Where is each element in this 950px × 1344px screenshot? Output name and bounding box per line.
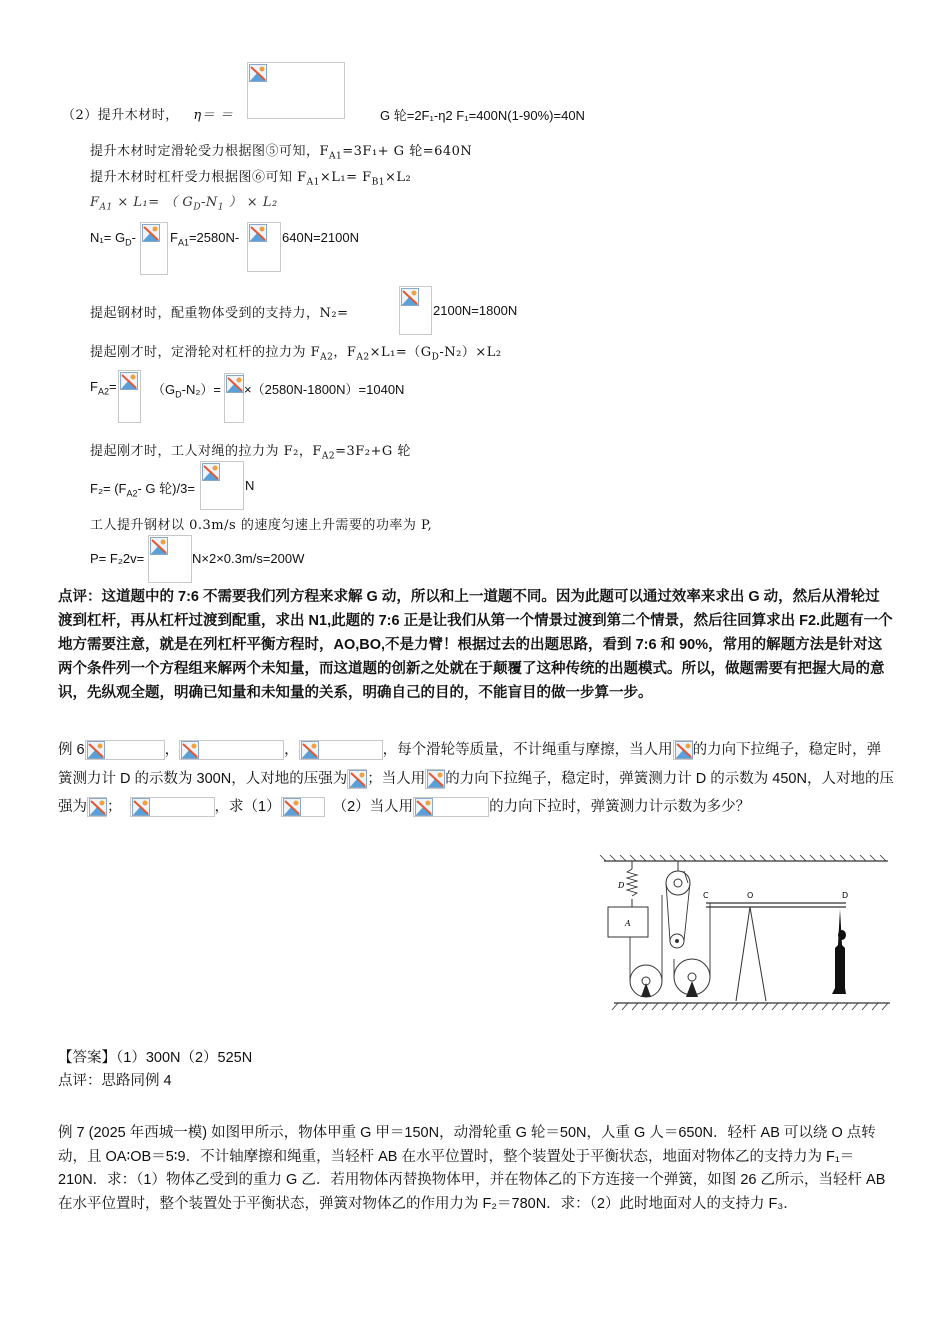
example-6 xyxy=(58,736,894,822)
answer-comment: 点评：思路同例 4 xyxy=(58,1073,172,1089)
text: ； xyxy=(107,799,122,815)
g-wheel-formula: G 轮=2F₁-η2 F₁=400N(1-90%)=40N xyxy=(380,108,585,123)
text: × L₁= （ G xyxy=(112,195,194,210)
sub: A1 xyxy=(329,151,343,162)
sub: A1 xyxy=(177,237,189,248)
label-O: O xyxy=(747,891,754,900)
text: = xyxy=(108,379,117,394)
formula-image xyxy=(130,797,215,817)
text: ，F xyxy=(333,345,357,360)
text: ×L₁= F xyxy=(319,170,372,185)
sub: D xyxy=(125,237,132,248)
text: F₂= (F xyxy=(90,481,127,496)
text: N₁= G xyxy=(90,230,126,245)
text: ， xyxy=(164,742,180,758)
text: 提起刚才时，工人对绳的拉力为 F₂，F xyxy=(90,444,322,459)
text: ，每个滑轮等质量，不计绳重与摩擦，当人用 xyxy=(382,742,673,758)
solution-line-10 xyxy=(90,478,195,499)
eta-text: η＝ ＝ xyxy=(193,108,234,123)
sub: A2 xyxy=(126,488,138,499)
formula-image xyxy=(179,740,284,760)
solution-line-8b xyxy=(152,379,221,400)
text: 提起刚才时，定滑轮对杠杆的拉力为 F xyxy=(90,345,321,360)
solution-line-8 xyxy=(90,379,117,397)
solution-line-8c: ×（2580N-1800N）=1040N xyxy=(244,382,405,397)
formula-image xyxy=(281,797,325,817)
sub: B1 xyxy=(371,177,386,188)
label-C: C xyxy=(703,891,709,900)
label-D2: D xyxy=(842,891,849,900)
label-A: A xyxy=(625,919,631,928)
answer: 【答案】（1）300N（2）525N xyxy=(58,1050,253,1066)
text: （2）当人用 xyxy=(332,799,414,815)
solution-line-10b: N xyxy=(245,478,255,493)
text: =3F₁+ G 轮=640N xyxy=(342,144,473,159)
solution-line-5b xyxy=(170,230,239,248)
text: -N xyxy=(201,195,218,210)
text: ×L₂ xyxy=(385,170,412,185)
formula-image xyxy=(200,461,244,510)
text: -N₂）×L₂ xyxy=(439,345,502,360)
solution-line-2 xyxy=(90,140,472,162)
formula-image xyxy=(118,370,141,423)
solution-line-9 xyxy=(90,440,411,462)
formula-image xyxy=(347,769,367,789)
text: F xyxy=(90,379,98,394)
comment-paragraph: 点评：这道题中的 7:6 不需要我们列方程来求解 G 动，所以和上一道题不同。因为此题可以通过效率来求出 G 动，然后从滑轮过渡到杠杆，再从杠杆过渡到配重，求出 N1,此题的 7:6 正是让我们从第一个情景过渡到第二个情景，然后往回算求出 F2.此题有一个地方需要注意，就是在列杠杆平衡方程时，AO,BO,不是力臂！根据过去的出题思路，看到 7:6 和 90%，常用的解题方法是针对这两个条件列一个方程组来解两个未知量，而这道题的创新之处就在于颠覆了这种传统的出题模式。所以，做题需要有把握大局的意识，先纵观全题，明确已知量和未知量的关系，明确自己的目的，不能盲目的做一步算一步。 xyxy=(58,589,893,701)
solution-line-7 xyxy=(90,341,502,363)
sub: A2 xyxy=(97,386,109,397)
text: F xyxy=(170,230,178,245)
text: 的力向下拉绳子，稳定时，弹簧测力计 D 的示数为 450N，人对地的压强为 xyxy=(58,770,894,815)
example-7: 例 7 (2025 年西城一模) 如图甲所示，物体甲重 G 甲＝150N，动滑轮重 G 轮＝50N，人重 G 人＝650N．轻杆 AB 可以绕 O 点转动，且 OA∶OB＝5∶9．不计轴摩擦和绳重，当轻杆 AB 在水平位置时，整个装置处于平衡状态，地面对物体乙的支持力为 F₁＝210N．求：（1）物体乙受到的重力 G 乙．若用物体丙替换物体甲，并在物体乙的下方连接一个弹簧，如图 26 乙所示，当轻杆 AB 在水平位置时，整个装置处于平衡状态，弹簧对物体乙的作用力为 F₂＝780N．求：（2）此时地面对人的支持力 F₃． xyxy=(58,1125,886,1212)
text: 提升木材时定滑轮受力根据图⑤可知，F xyxy=(90,144,330,159)
text: ×L₁=（G xyxy=(369,345,432,360)
text: =2580N- xyxy=(188,230,240,245)
solution-line-1 xyxy=(62,104,233,123)
formula-image xyxy=(140,222,168,275)
text: F xyxy=(90,195,100,210)
text: ；当人用 xyxy=(367,770,426,787)
text: ，求（1） xyxy=(214,799,281,815)
sub: 1 xyxy=(217,202,225,213)
solution-line-6: 提起钢材时，配重物体受到的支持力，N₂= xyxy=(90,306,349,321)
text: ， xyxy=(284,742,299,758)
label-D: D xyxy=(618,881,625,890)
sub: A1 xyxy=(99,202,113,213)
formula-image xyxy=(247,62,345,119)
text: 提升木材时杠杆受力根据图⑥可知 F xyxy=(90,170,307,185)
formula-image xyxy=(87,797,107,817)
sub: A2 xyxy=(321,451,336,462)
sub: A1 xyxy=(306,177,320,188)
formula-image xyxy=(673,740,693,760)
sub: A2 xyxy=(356,352,370,363)
solution-line-11: 工人提升钢材以 0.3m/s 的速度匀速上升需要的功率为 P, xyxy=(90,518,433,533)
formula-image xyxy=(399,286,432,335)
text: 的力向下拉绳子，稳定时，弹簧测力计 D 的示数为 300N，人对地的压强为 xyxy=(58,742,882,787)
solution-line-12: P= F₂2v= xyxy=(90,551,145,566)
formula-image xyxy=(247,222,281,272)
formula-image xyxy=(224,373,244,423)
solution-line-12b: N×2×0.3m/s=200W xyxy=(192,551,305,566)
pulley-lever-figure xyxy=(598,855,894,1015)
text: ） × L₂ xyxy=(224,195,278,210)
text: 的力向下拉时，弹簧测力计示数为多少？ xyxy=(489,799,751,815)
formula-image xyxy=(299,740,383,760)
formula-image xyxy=(148,535,192,583)
solution-line-3 xyxy=(90,166,411,188)
text: （2）提升木材时， xyxy=(62,108,179,123)
text: - xyxy=(131,230,136,245)
solution-line-4 xyxy=(90,191,278,213)
example-label: 例 6 xyxy=(58,742,85,758)
sub: D xyxy=(431,352,440,363)
text: -N₂）= xyxy=(181,382,221,397)
text: =3F₂+G 轮 xyxy=(335,444,411,459)
formula-image xyxy=(425,769,445,789)
sub: A2 xyxy=(320,352,334,363)
solution-line-6b: 2100N=1800N xyxy=(433,303,518,318)
formula-image xyxy=(413,797,489,817)
solution-line-5c: 640N=2100N xyxy=(282,230,359,245)
sub: D xyxy=(193,202,202,213)
formula-image xyxy=(85,740,165,760)
solution-line-5 xyxy=(90,230,136,248)
text: （G xyxy=(152,382,176,397)
text: - G 轮)/3= xyxy=(137,481,195,496)
sub: D xyxy=(175,389,182,400)
